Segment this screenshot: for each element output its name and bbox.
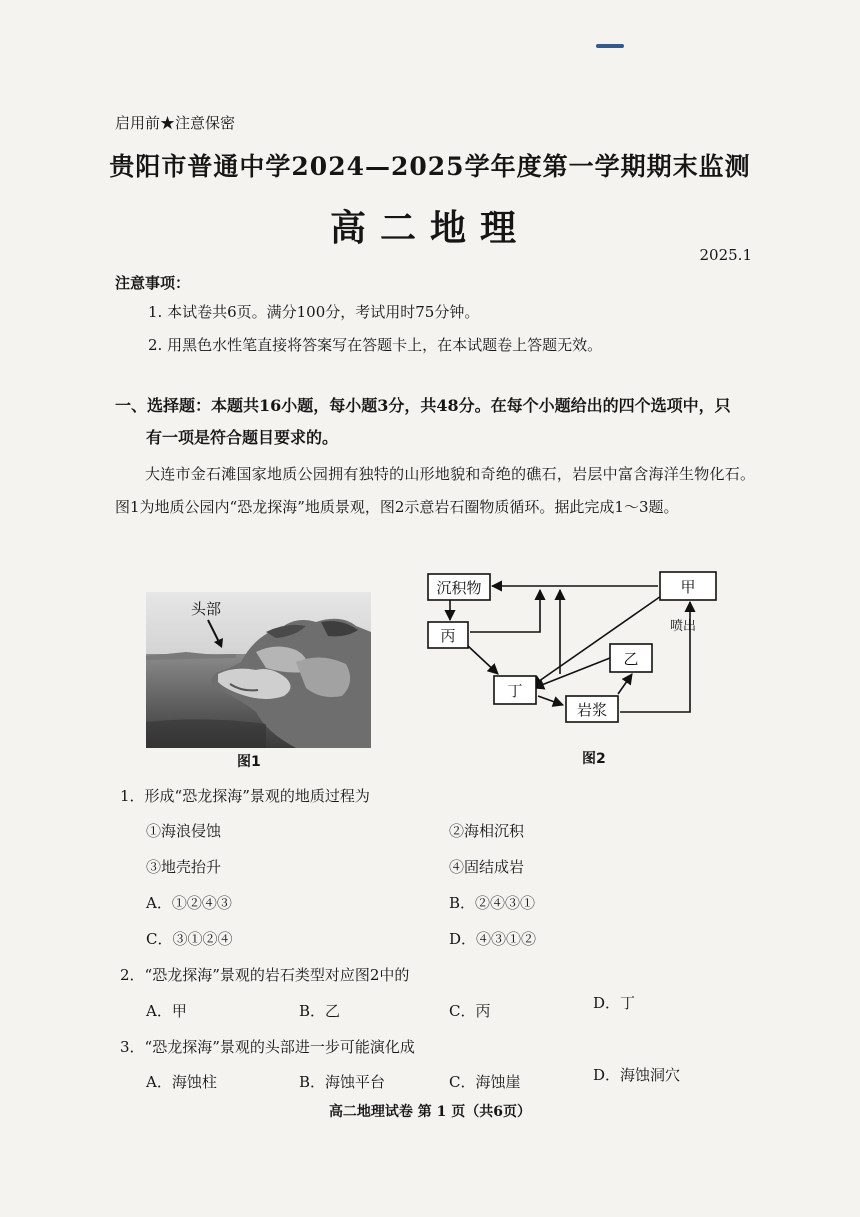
q2-option-d: D．丁 (593, 994, 636, 1012)
figure1-caption: 图1 (237, 754, 261, 770)
subject-title: 高二地理 (329, 207, 530, 249)
q3-option-b: B．海蚀平台 (299, 1073, 386, 1091)
q1-item: ②海相沉积 (449, 822, 525, 840)
node-yi: 乙 (623, 650, 639, 668)
node-magma: 岩浆 (576, 701, 608, 719)
q1-option-d: D．④③①② (449, 930, 537, 948)
section-heading-continued: 有一项是符合题目要求的。 (146, 428, 339, 447)
q1-item: ④固结成岩 (449, 858, 525, 876)
q1-item: ①海浪侵蚀 (146, 822, 222, 840)
q3-option-c: C．海蚀崖 (449, 1073, 521, 1091)
ink-smudge (596, 44, 624, 48)
exam-date: 2025.1 (699, 246, 752, 264)
q1-option-b: B．②④③① (449, 894, 536, 912)
secret-label: 启用前★注意保密 (115, 114, 236, 132)
eruption-label: 喷出 (669, 619, 696, 634)
node-bing: 丙 (440, 627, 456, 645)
question-2-stem: 2．“恐龙探海”景观的岩石类型对应图2中的 (120, 966, 410, 984)
figure2-caption: 图2 (582, 751, 606, 767)
figure1-head-label: 头部 (191, 600, 222, 618)
q2-option-a: A．甲 (146, 1002, 187, 1020)
q3-option-a: A．海蚀柱 (146, 1073, 217, 1091)
node-jia: 甲 (680, 578, 696, 596)
q3-option-d: D．海蚀洞穴 (593, 1066, 681, 1084)
node-ding: 丁 (507, 682, 523, 700)
section-heading: 一、选择题：本题共16小题，每小题3分，共48分。在每个小题给出的四个选项中，只 (115, 396, 731, 415)
notice-item: 1. 本试卷共6页。满分100分，考试用时75分钟。 (148, 303, 480, 321)
notice-heading: 注意事项： (115, 274, 191, 292)
question-1-stem: 1．形成“恐龙探海”景观的地质过程为 (120, 787, 370, 805)
q2-option-c: C．丙 (449, 1002, 491, 1020)
figure1-photo (146, 592, 371, 748)
q2-option-b: B．乙 (299, 1002, 341, 1020)
question-intro: 大连市金石滩国家地质公园拥有独特的山形地貌和奇绝的礁石，岩层中富含海洋生物化石。图1为地质公园内“恐龙探海”地质景观，图2示意岩石圈物质循环。据此完成1～3题。 (115, 465, 755, 516)
q1-option-c: C．③①②④ (146, 930, 233, 948)
q1-option-a: A．①②④③ (146, 894, 232, 912)
figure2-rock-cycle-diagram (420, 562, 730, 732)
question-3-stem: 3．“恐龙探海”景观的头部进一步可能演化成 (120, 1038, 415, 1056)
notice-item: 2. 用黑色水性笔直接将答案写在答题卡上，在本试题卷上答题无效。 (148, 336, 603, 354)
page-footer: 高二地理试卷 第 1 页（共6页） (328, 1104, 532, 1120)
node-sediment: 沉积物 (436, 579, 482, 597)
exam-title: 贵阳市普通中学2024—2025学年度第一学期期末监测 (109, 152, 751, 181)
q1-item: ③地壳抬升 (146, 858, 222, 876)
